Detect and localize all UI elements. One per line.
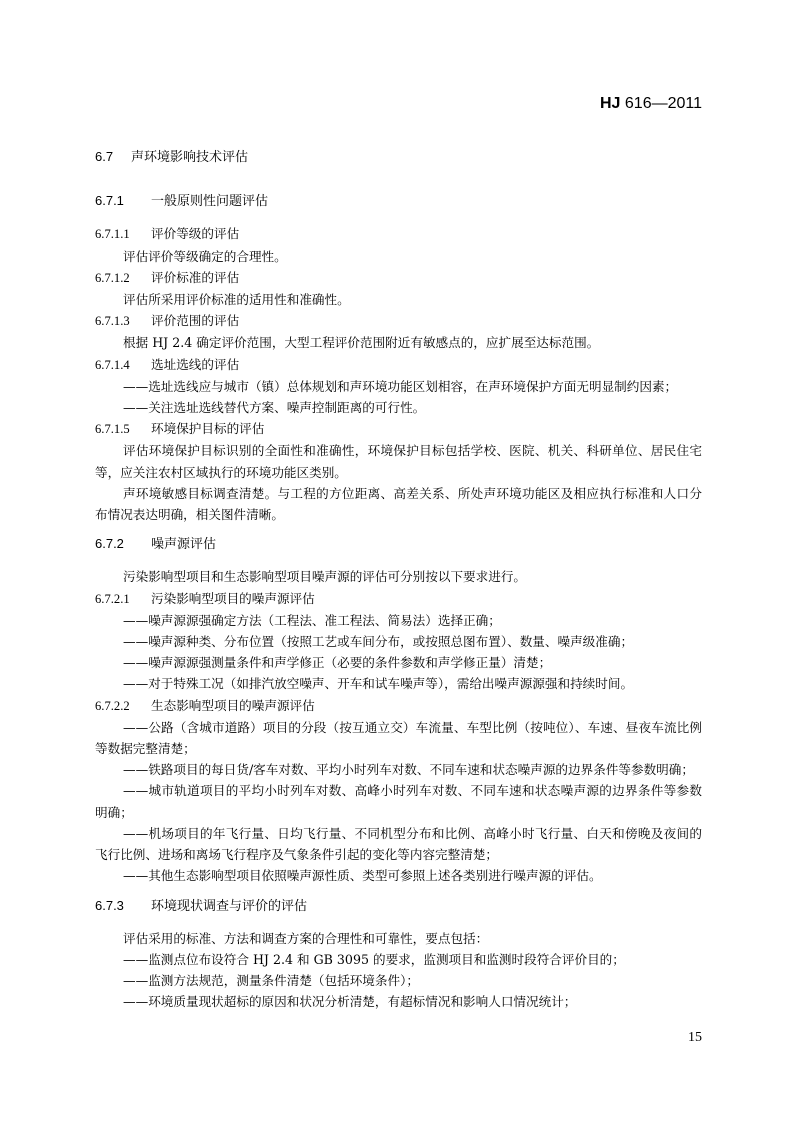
clause-body: 评估所采用评价标准的适用性和准确性。: [123, 292, 350, 308]
section-intro: 污染影响型项目和生态影响型项目噪声源的评估可分别按以下要求进行。: [123, 569, 526, 585]
clause-number: 6.7.2.2: [95, 698, 130, 713]
clause-6-7-1-3-heading: [95, 310, 702, 332]
clause-6-7-2-1-heading: [95, 588, 702, 610]
section-intro: 评估采用的标准、方法和调查方案的合理性和可靠性，要点包括：: [123, 930, 489, 946]
section-6-7-heading: [95, 146, 702, 168]
clause-number: 6.7.1.1: [95, 227, 130, 242]
list-item: ——噪声源源强确定方法（工程法、准工程法、简易法）选择正确；: [123, 612, 501, 628]
clause-title: 评价标准的评估: [151, 269, 240, 285]
list-item: ——公路（含城市道路）项目的分段（按互通立交）车流量、车型比例（按吨位）、车速、昼夜车流比例等数据完整清楚；: [95, 719, 702, 757]
section-title: 噪声源评估: [151, 537, 217, 553]
list-item: ——关注选址选线替代方案、噪声控制距离的可行性。: [123, 400, 426, 416]
paragraph: 评估环境保护目标识别的全面性和准确性，环境保护目标包括学校、医院、机关、科研单位、居民住宅等，应关注农村区域执行的环境功能区类别。: [95, 443, 702, 480]
clause-number: 6.7.1.2: [95, 270, 130, 285]
section-title: 环境现状调查与评价的评估: [151, 898, 308, 914]
list-item: ——监测点位布设符合 HJ 2.4 和 GB 3095 的要求，监测项目和监测时段符合评价目的；: [123, 951, 625, 967]
clause-6-7-1-1-heading: [95, 223, 702, 245]
list-item: ——噪声源源强测量条件和声学修正（必要的条件参数和声学修正量）清楚；: [123, 655, 552, 671]
list-item: ——选址选线应与城市（镇）总体规划和声环境功能区划相容，在声环境保护方面无明显制约因素；: [123, 378, 678, 394]
clause-6-7-2-2-heading: [95, 695, 702, 717]
clause-title: 选址选线的评估: [151, 356, 240, 372]
clause-number: 6.7.1.3: [95, 314, 130, 329]
list-item: ——机场项目的年飞行量、日均飞行量、不同机型分布和比例、高峰小时飞行量、白天和傍晚及夜间的飞行比例、进场和离场飞行程序及气象条件引起的变化等内容完整清楚；: [95, 825, 702, 863]
clause-number: 6.7.1.5: [95, 422, 130, 437]
section-title: 声环境影响技术评估: [131, 150, 249, 165]
clause-title: 污染影响型项目的噪声源评估: [151, 590, 315, 606]
clause-title: 生态影响型项目的噪声源评估: [151, 697, 315, 713]
page-number: 15: [688, 1030, 702, 1045]
section-number: 6.7: [95, 149, 114, 164]
clause-title: 评价等级的评估: [151, 226, 240, 242]
clause-6-7-1-5-heading: [95, 418, 702, 440]
section-title: 一般原则性问题评估: [151, 194, 269, 210]
clause-body: 评估评价等级确定的合理性。: [123, 248, 287, 264]
section-6-7-3-heading: [95, 895, 702, 917]
list-item: ——监测方法规范，测量条件清楚（包括环境条件）；: [123, 973, 419, 989]
section-number: 6.7.3: [95, 897, 124, 913]
clause-title: 环境保护目标的评估: [151, 421, 265, 437]
standard-number: 616—2011: [624, 95, 702, 112]
clause-title: 评价范围的评估: [151, 313, 240, 329]
list-item: ——对于特殊工况（如排汽放空噪声、开车和试车噪声等），需给出噪声源源强和持续时间。: [123, 676, 634, 692]
standard-prefix: HJ: [599, 95, 621, 112]
section-6-7-1-heading: [95, 190, 702, 212]
section-number: 6.7.1: [95, 193, 124, 209]
clause-body: 根据 HJ 2.4 确定评价范围，大型工程评价范围附近有敏感点的，应扩展至达标范围。: [123, 335, 600, 351]
clause-6-7-1-4-heading: [95, 354, 702, 376]
document-body: [95, 146, 702, 1013]
list-item: ——其他生态影响型项目依照噪声源性质、类型可参照上述各类别进行噪声源的评估。: [123, 868, 602, 884]
list-item: ——铁路项目的每日货/客车对数、平均小时列车对数、不同车速和状态噪声源的边界条件等参数明确；: [123, 762, 694, 778]
list-item: ——噪声源种类、分布位置（按照工艺或车间分布，或按照总图布置）、数量、噪声级准确；: [123, 634, 634, 650]
section-number: 6.7.2: [95, 536, 124, 552]
document-code-header: [600, 94, 702, 114]
paragraph: 声环境敏感目标调查清楚。与工程的方位距离、高差关系、所处声环境功能区及相应执行标准和人口分布情况表达明确，相关图件清晰。: [95, 485, 702, 523]
list-item: ——城市轨道项目的平均小时列车对数、高峰小时列车对数、不同车速和状态噪声源的边界条件等参数明确；: [95, 783, 702, 820]
list-item: ——环境质量现状超标的原因和状况分析清楚，有超标情况和影响人口情况统计；: [123, 994, 577, 1010]
clause-number: 6.7.2.1: [95, 591, 130, 606]
section-6-7-2-heading: [95, 533, 702, 555]
clause-6-7-1-2-heading: [95, 267, 702, 289]
clause-number: 6.7.1.4: [95, 357, 130, 372]
